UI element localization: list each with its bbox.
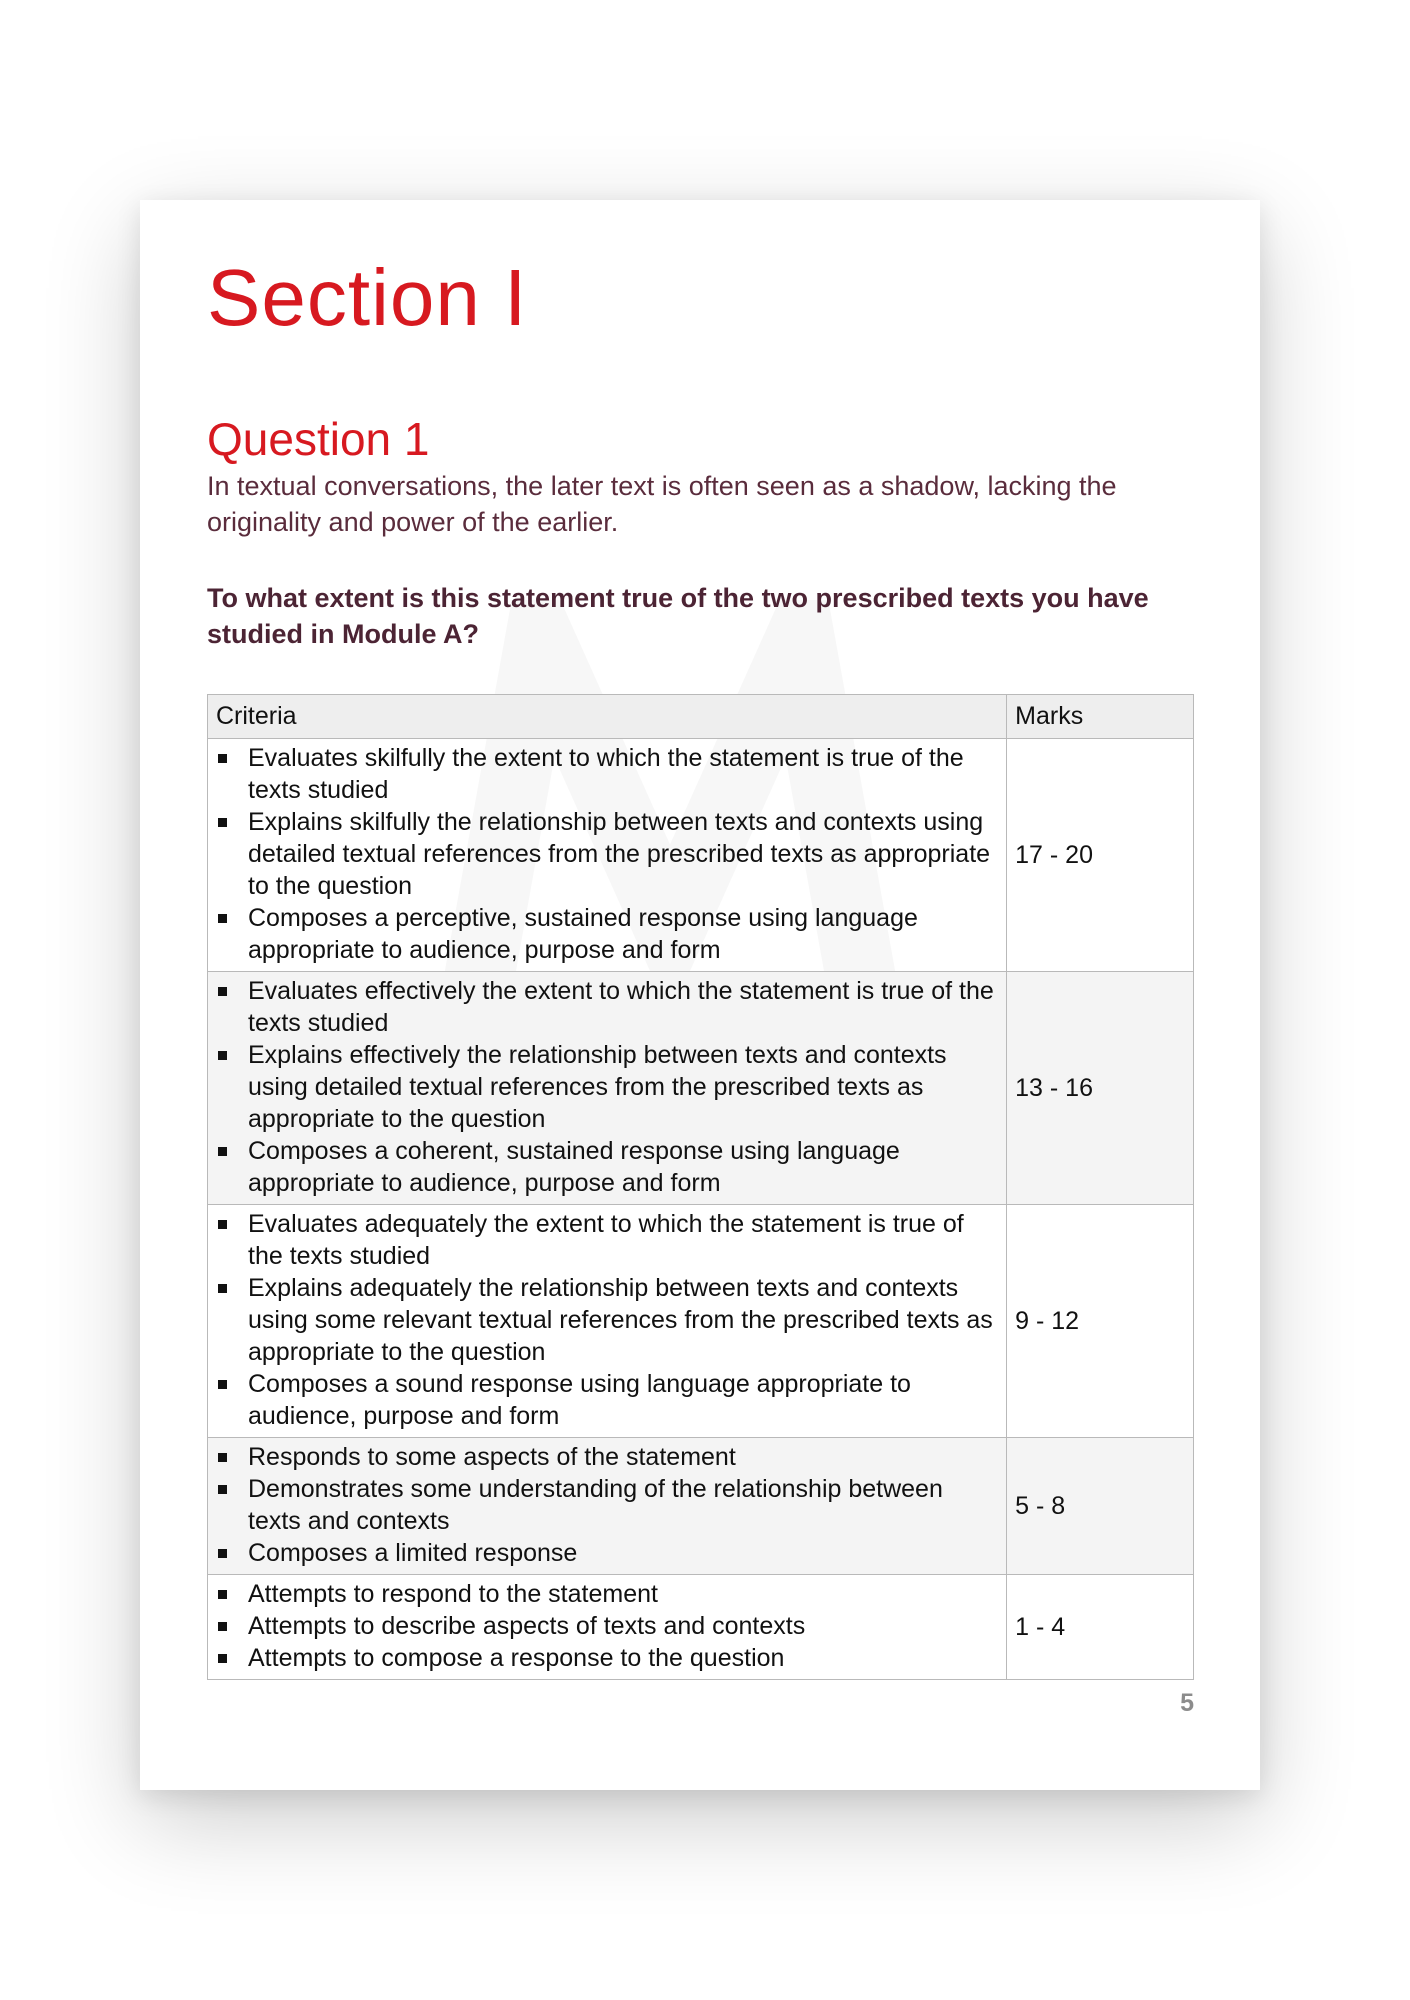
criteria-cell (208, 739, 1007, 972)
criteria-list (216, 1208, 998, 1432)
page-number: 5 (1180, 1689, 1194, 1717)
table-row (208, 972, 1194, 1205)
criteria-cell (208, 1575, 1007, 1680)
criteria-bullet: Evaluates skilfully the extent to which the statement is true of the texts studied (216, 742, 998, 806)
criteria-bullet: Evaluates adequately the extent to which the statement is true of the texts studied (216, 1208, 998, 1272)
criteria-cell (208, 1205, 1007, 1438)
marks-cell: 17 - 20 (1007, 739, 1194, 972)
marks-cell: 13 - 16 (1007, 972, 1194, 1205)
criteria-list (216, 742, 998, 966)
criteria-list (216, 975, 998, 1199)
question-title: Question 1 (207, 413, 430, 465)
criteria-bullet: Composes a perceptive, sustained response using language appropriate to audience, purpose and form (216, 902, 998, 966)
criteria-bullet: Composes a sound response using language appropriate to audience, purpose and form (216, 1368, 998, 1432)
criteria-bullet: Attempts to compose a response to the question (216, 1642, 998, 1674)
criteria-list (216, 1578, 998, 1674)
criteria-bullet: Attempts to respond to the statement (216, 1578, 998, 1610)
section-title: Section I (207, 253, 528, 342)
criteria-bullet: Composes a limited response (216, 1537, 998, 1569)
criteria-header: Criteria (208, 695, 1007, 739)
marking-criteria-table (207, 694, 1194, 1680)
criteria-list (216, 1441, 998, 1569)
question-intro: In textual conversations, the later text is often seen as a shadow, lacking the originality and power of the earlier. (207, 471, 1117, 537)
marks-cell: 5 - 8 (1007, 1438, 1194, 1575)
document-page (140, 200, 1260, 1790)
criteria-bullet: Evaluates effectively the extent to which the statement is true of the texts studied (216, 975, 998, 1039)
question-prompt: To what extent is this statement true of the two prescribed texts you have studied in Module A? (207, 583, 1149, 649)
criteria-bullet: Composes a coherent, sustained response using language appropriate to audience, purpose and form (216, 1135, 998, 1199)
criteria-bullet: Attempts to describe aspects of texts and contexts (216, 1610, 998, 1642)
table-row (208, 1205, 1194, 1438)
criteria-bullet: Demonstrates some understanding of the relationship between texts and contexts (216, 1473, 998, 1537)
table-header-row (208, 695, 1194, 739)
table-row (208, 1575, 1194, 1680)
criteria-cell (208, 1438, 1007, 1575)
marks-cell: 9 - 12 (1007, 1205, 1194, 1438)
marks-header: Marks (1007, 695, 1194, 739)
criteria-cell (208, 972, 1007, 1205)
criteria-bullet: Explains skilfully the relationship between texts and contexts using detailed textual references from the prescribed texts as appropriate to the question (216, 806, 998, 902)
table-row (208, 1438, 1194, 1575)
marks-cell: 1 - 4 (1007, 1575, 1194, 1680)
table-row (208, 739, 1194, 972)
criteria-bullet: Explains effectively the relationship between texts and contexts using detailed textual references from the prescribed texts as appropriate to the question (216, 1039, 998, 1135)
criteria-bullet: Explains adequately the relationship between texts and contexts using some relevant textual references from the prescribed texts as appropriate to the question (216, 1272, 998, 1368)
criteria-bullet: Responds to some aspects of the statement (216, 1441, 998, 1473)
